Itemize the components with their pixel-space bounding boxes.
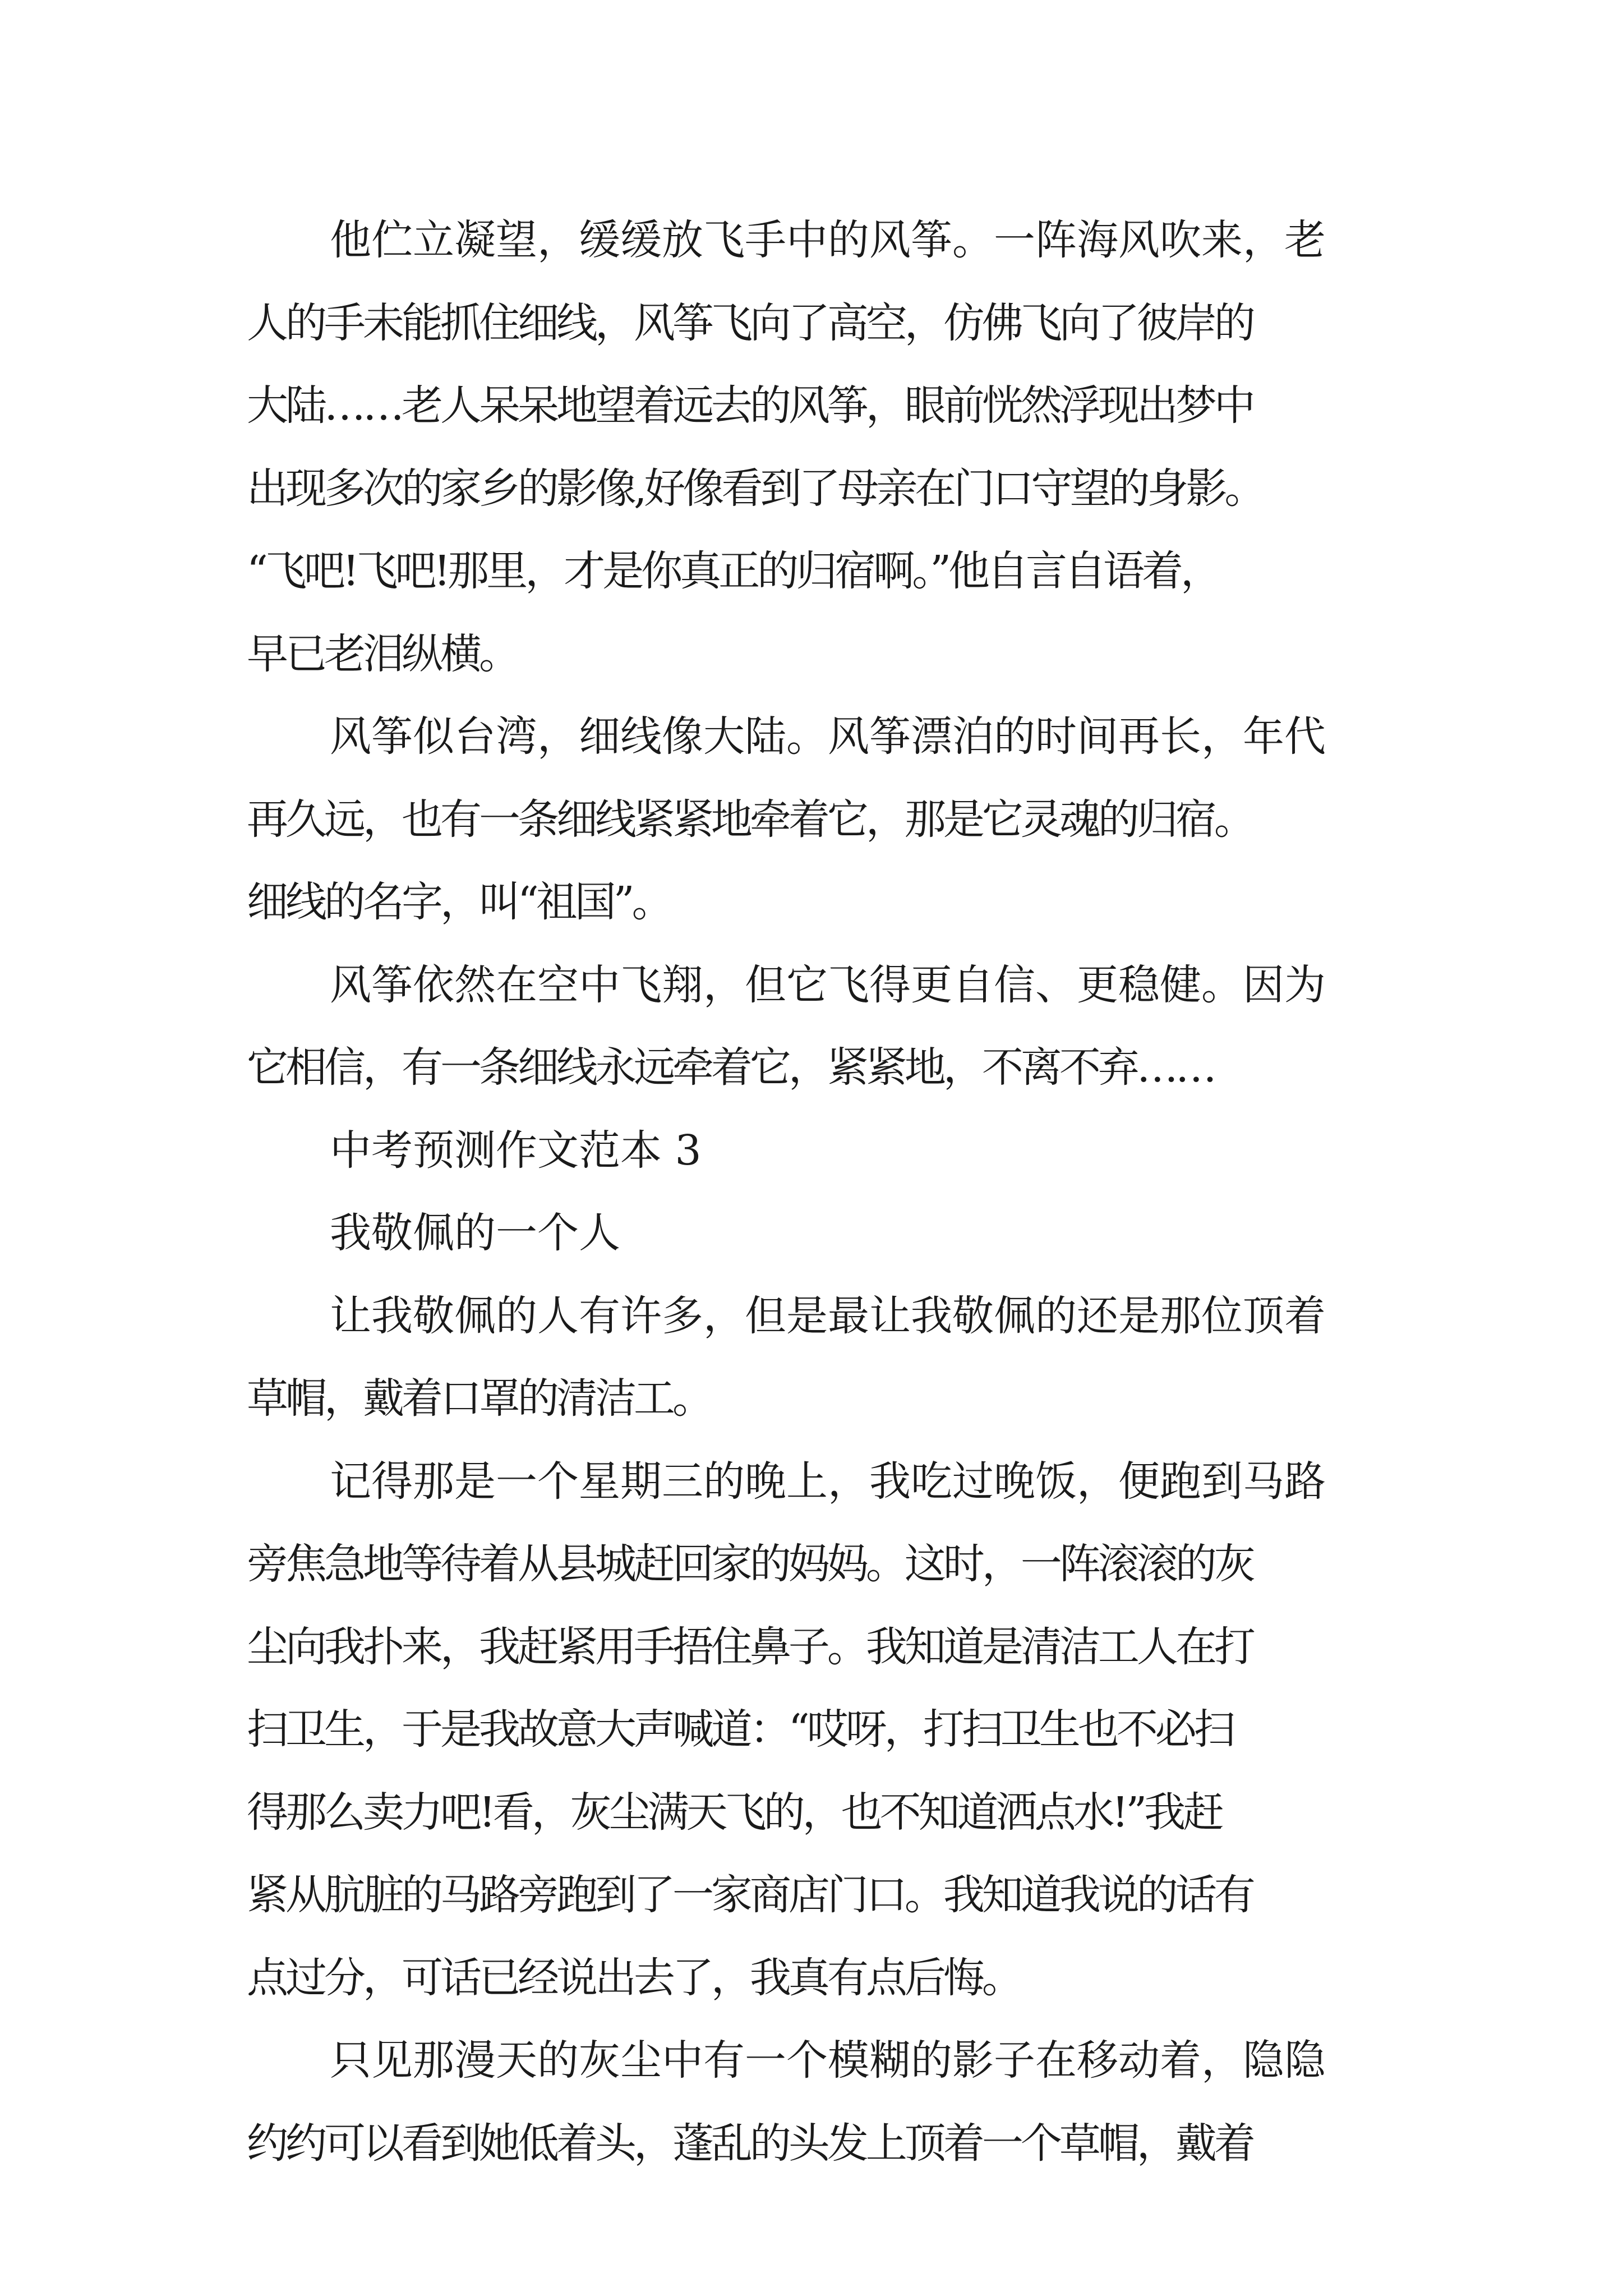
text-line: 细线的名字，叫“祖国”。 [247, 878, 671, 926]
text-line: 点过分，可话已经说出去了，我真有点后悔。 [247, 1953, 1021, 2002]
document-body [247, 199, 1391, 2185]
text-line: 约约可以看到她低着头，蓬乱的头发上顶着一个草帽，戴着 [247, 2119, 1253, 2168]
text-line: 记得那是一个星期三的晚上，我吃过晚饭，便跑到马路 [330, 1457, 1326, 1506]
text-line: 紧从肮脏的马路旁跑到了一家商店门口。我知道我说的话有 [247, 1871, 1253, 1919]
paragraph-kite-release [247, 199, 1391, 696]
text-line: 只见那漫天的灰尘中有一个模糊的影子在移动着，隐隐 [330, 2036, 1326, 2085]
text-line: 让我敬佩的人有许多，但是最让我敬佩的还是那位顶着 [330, 1291, 1326, 1340]
text-line: 尘向我扑来，我赶紧用手捂住鼻子。我知道是清洁工人在打 [247, 1622, 1253, 1671]
section-heading [247, 1110, 1391, 1193]
paragraph-intro [247, 1275, 1391, 1441]
essay-title [247, 1192, 1391, 1275]
text-line: 得那么卖力吧!看，灰尘满天飞的，也不知道洒点水!”我赶 [247, 1788, 1222, 1837]
text-line: 我敬佩的一个人 [330, 1209, 620, 1257]
paragraph-kite-flying [247, 944, 1391, 1110]
text-line: 再久远，也有一条细线紧紧地牵着它，那是它灵魂的归宿。 [247, 795, 1253, 844]
text-line: 中考预测作文范本 3 [330, 1126, 702, 1175]
text-line: 早已老泪纵横。 [247, 629, 518, 678]
text-line: 扫卫生，于是我故意大声喊道：“哎呀，打扫卫生也不必扫 [247, 1705, 1233, 1754]
text-line: 大陆……老人呆呆地望着远去的风筝，眼前恍然浮现出梦中 [247, 381, 1253, 430]
text-line: “飞吧!飞吧!那里，才是你真正的归宿啊。”他自言自语着， [247, 547, 1219, 595]
text-line: 风筝似台湾，细线像大陆。风筝漂泊的时间再长，年代 [330, 712, 1326, 761]
text-line: 他伫立凝望，缓缓放飞手中的风筝。一阵海风吹来，老 [330, 216, 1326, 264]
paragraph-memory [247, 1441, 1391, 2020]
text-line: 出现多次的家乡的影像,好像看到了母亲在门口守望的身影。 [247, 464, 1264, 513]
text-line: 旁焦急地等待着从县城赶回家的妈妈。这时，一阵滚滚的灰 [247, 1540, 1253, 1588]
text-line: 草帽，戴着口罩的清洁工。 [247, 1374, 711, 1423]
paragraph-dust-figure [247, 2019, 1391, 2185]
text-line: 人的手未能抓住细线，风筝飞向了高空，仿佛飞向了彼岸的 [247, 298, 1253, 347]
text-line: 风筝依然在空中飞翔，但它飞得更自信、更稳健。因为 [330, 960, 1326, 1009]
paragraph-kite-metaphor [247, 696, 1391, 944]
text-line: 它相信，有一条细线永远牵着它，紧紧地，不离不弃…… [247, 1043, 1214, 1092]
